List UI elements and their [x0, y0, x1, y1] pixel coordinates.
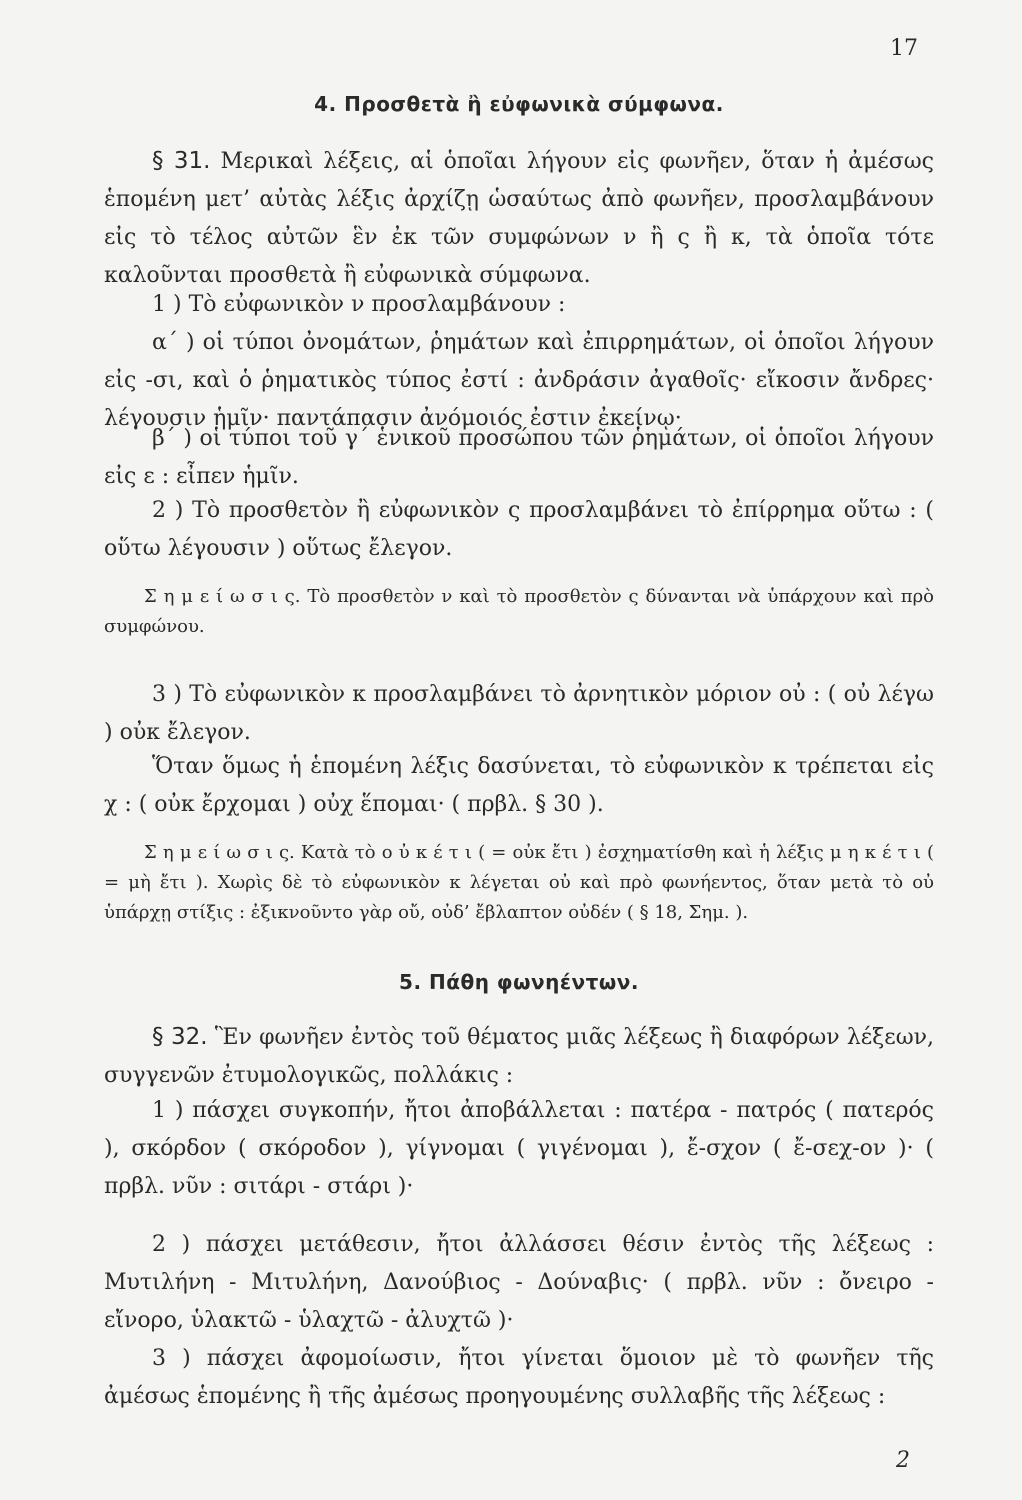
paragraph-32 [104, 1018, 934, 1095]
rule-1b: β΄ ) οἱ τύποι τοῦ γ΄ ἑνικοῦ προσώπου τῶν ῥημάτων, οἱ ὁποῖοι λήγουν εἰς ε : εἶπεν ἡμῖν. [104, 426, 934, 489]
rule-32-3: 3 ) πάσχει ἀφομοίωσιν, ἤτοι γίνεται ὅμοιον μὲ τὸ φωνῆεν τῆς ἀμέσως ἑπομένης ἢ τῆς ἀμέσως προηγουμένης συλλαβῆς τῆς λέξεως : [104, 1346, 934, 1409]
page-number: 17 [890, 36, 918, 61]
section-number-31: § 31. [152, 148, 211, 174]
paragraph-32-text: Ἓν φωνῆεν ἐντὸς τοῦ θέματος μιᾶς λέξεως ἢ διαφόρων λέξεων, συγγενῶν ἐτυμολογικῶς, πολλάκις : [104, 1025, 934, 1088]
paragraph-31-text: Μερικαὶ λέξεις, αἱ ὁποῖαι λήγουν εἰς φωνῆεν, ὅταν ἡ ἀμέσως ἑπομένη μετ’ αὐτὰς λέξις ἀρχίζῃ ὡσαύτως ἀπὸ φωνῆεν, προσλαμβάνουν εἰς τὸ τέλος αὐτῶν ἓν ἐκ τῶν συμφώνων ν ἢ ς ἢ κ, τὰ ὁποῖα τότε καλοῦνται προσθετὰ ἢ εὐφωνικὰ σύμφωνα. [104, 149, 934, 288]
rule-3: 3 ) Τὸ εὐφωνικὸν κ προσλαμβάνει τὸ ἀρνητικὸν μόριον οὐ : ( οὐ λέγω ) οὐκ ἔλεγον. [104, 682, 934, 745]
signature-mark: 2 [896, 1448, 910, 1473]
rule-32-1: 1 ) πάσχει συγκοπήν, ἤτοι ἀποβάλλεται : πατέρα - πατρός ( πατερός ), σκόρδον ( σκόροδον ), γίγνομαι ( γιγένομαι ), ἔ-σχον ( ἔ-σεχ-ον )· ( πρβλ. νῦν : σιτάρι - στάρι )· [104, 1098, 934, 1199]
note-2: Σ η μ ε ί ω σ ι ς. Κατὰ τὸ ο ὐ κ έ τ ι ( = οὐκ ἔτι ) ἐσχηματίσθη καὶ ἡ λέξις μ η κ έ τ ι ( = μὴ ἔτι ). Χωρὶς δὲ τὸ εὐφωνικὸν κ λέγεται οὐ καὶ πρὸ φωνήεντος, ὅταν μετὰ τὸ οὐ ὑπάρχῃ στίξις : ἐξικνοῦντο γὰρ οὔ, οὐδ’ ἔβλαπτον οὐδέν ( § 18, Σημ. ). [104, 842, 934, 923]
note-1: Σ η μ ε ί ω σ ι ς. Τὸ προσθετὸν ν καὶ τὸ προσθετὸν ς δύνανται νὰ ὑπάρχουν καὶ πρὸ συμφώνου. [104, 586, 934, 637]
rule-1: 1 ) Τὸ εὐφωνικὸν ν προσλαμβάνουν : [152, 292, 566, 317]
heading-section-4: 4. Προσθετὰ ἢ εὐφωνικὰ σύμφωνα. [314, 92, 724, 116]
rule-1a: α΄ ) οἱ τύποι ὀνομάτων, ῥημάτων καὶ ἐπιρρημάτων, οἱ ὁποῖοι λήγουν εἰς -σι, καὶ ὁ ῥηματικὸς τύπος ἐστί : ἀνδράσιν ἀγαθοῖς· εἴκοσιν ἄνδρες· λέγουσιν ἡμῖν· παντάπασιν ἀνόμοιός ἐστιν ἐκείνῳ· [104, 330, 934, 431]
rule-3b: Ὅταν ὅμως ἡ ἑπομένη λέξις δασύνεται, τὸ εὐφωνικὸν κ τρέπεται εἰς χ : ( οὐκ ἔρχομαι ) οὐχ ἕπομαι· ( πρβλ. § 30 ). [104, 754, 934, 817]
paragraph-31 [104, 142, 934, 295]
rule-2: 2 ) Τὸ προσθετὸν ἢ εὐφωνικὸν ς προσλαμβάνει τὸ ἐπίρρημα οὕτω : ( οὕτω λέγουσιν ) οὕτως ἔλεγον. [104, 498, 934, 561]
section-number-32: § 32. [152, 1024, 208, 1050]
heading-section-5: 5. Πάθη φωνηέντων. [399, 970, 639, 994]
rule-32-2: 2 ) πάσχει μετάθεσιν, ἤτοι ἀλλάσσει θέσιν ἐντὸς τῆς λέξεως : Μυτιλήνη - Μιτυλήνη, Δανούβιος - Δούναβις· ( πρβλ. νῦν : ὄνειρο - εἴνορο, ὑλακτῶ - ὑλαχτῶ - ἀλυχτῶ )· [104, 1232, 934, 1333]
